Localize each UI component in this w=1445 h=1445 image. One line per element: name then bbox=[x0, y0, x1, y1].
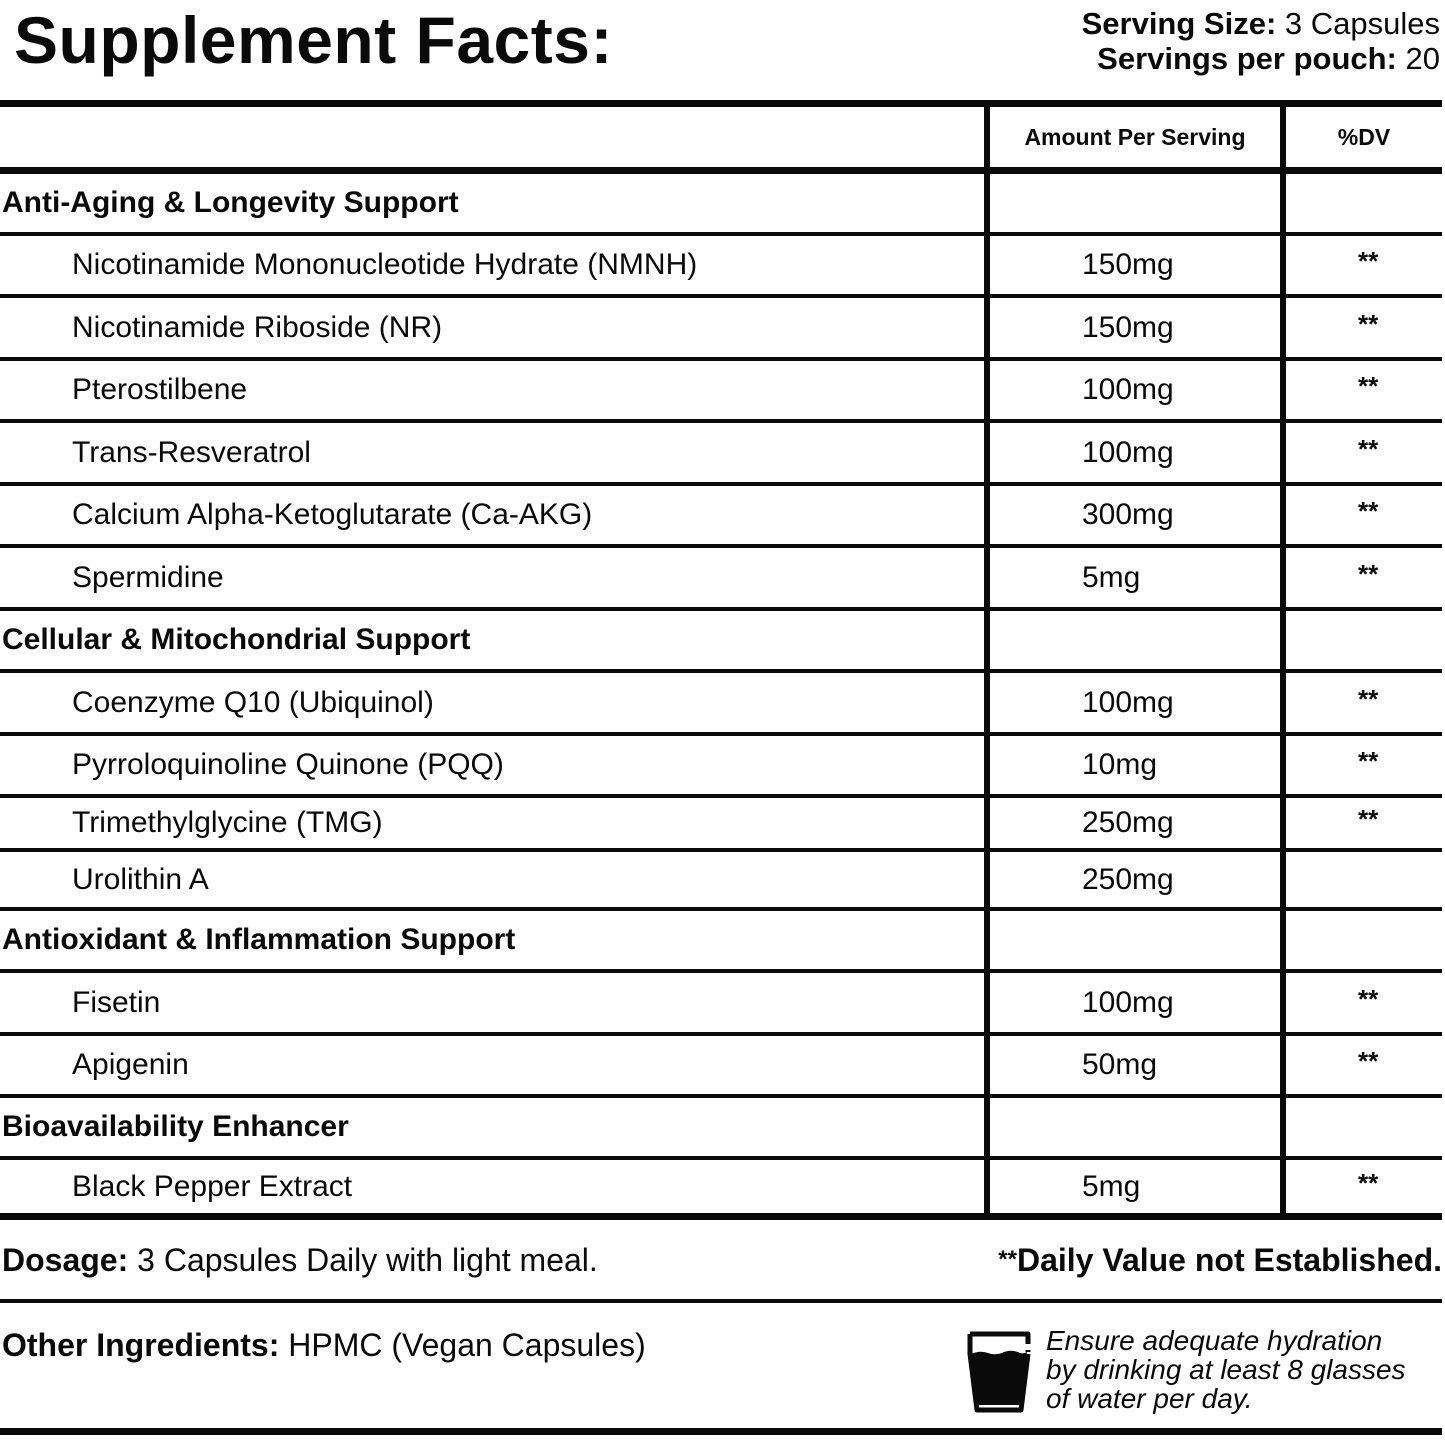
table-row bbox=[0, 298, 1442, 357]
serving-size-label: Serving Size: bbox=[1081, 6, 1277, 41]
ingredient-amount: 250mg bbox=[1082, 863, 1174, 896]
page-title: Supplement Facts: bbox=[14, 3, 613, 77]
category-row bbox=[0, 911, 1442, 969]
dosage-label: Dosage: bbox=[2, 1242, 129, 1278]
table-row bbox=[0, 423, 1442, 482]
ingredient-dv: ** bbox=[1358, 984, 1379, 1014]
ingredient-amount: 300mg bbox=[1082, 498, 1174, 531]
serving-size-value: 3 Capsules bbox=[1276, 6, 1440, 41]
table-row bbox=[0, 1160, 1442, 1213]
servings-per-pouch bbox=[1082, 41, 1440, 76]
ingredient-name: Fisetin bbox=[72, 986, 161, 1019]
table-row bbox=[0, 852, 1442, 907]
ingredient-name: Pyrroloquinoline Quinone (PQQ) bbox=[72, 748, 504, 781]
ingredient-amount: 100mg bbox=[1082, 686, 1174, 719]
table-row bbox=[0, 236, 1442, 294]
ingredient-dv: ** bbox=[1358, 246, 1379, 276]
ingredient-amount: 100mg bbox=[1082, 436, 1174, 469]
ingredient-name: Calcium Alpha-Ketoglutarate (Ca-AKG) bbox=[72, 498, 593, 531]
servings-per-value: 20 bbox=[1396, 41, 1440, 76]
table-row bbox=[0, 798, 1442, 848]
category-label: Bioavailability Enhancer bbox=[2, 1110, 349, 1143]
column-header-amount: Amount Per Serving bbox=[1024, 124, 1246, 150]
dv-note bbox=[998, 1240, 1442, 1280]
servings-per-label: Servings per pouch: bbox=[1097, 41, 1397, 76]
ingredient-dv: ** bbox=[1358, 684, 1379, 714]
category-label: Anti-Aging & Longevity Support bbox=[2, 186, 459, 219]
dosage-divider-rule bbox=[0, 1299, 1442, 1303]
ingredient-dv: ** bbox=[1358, 434, 1379, 464]
ingredient-name: Pterostilbene bbox=[72, 373, 248, 406]
serving-size bbox=[1082, 6, 1440, 41]
ingredient-amount: 250mg bbox=[1082, 806, 1174, 839]
serving-info bbox=[1082, 6, 1440, 76]
table-row bbox=[0, 361, 1442, 419]
ingredient-name: Nicotinamide Mononucleotide Hydrate (NMNH) bbox=[72, 248, 698, 281]
ingredient-name: Apigenin bbox=[72, 1048, 189, 1081]
ingredient-dv: ** bbox=[1358, 746, 1379, 776]
other-ingredients bbox=[2, 1325, 646, 1365]
table-row bbox=[0, 736, 1442, 794]
ingredient-name: Coenzyme Q10 (Ubiquinol) bbox=[72, 686, 434, 719]
dv-note-text: Daily Value not Established. bbox=[1016, 1242, 1442, 1278]
ingredient-name: Trans-Resveratrol bbox=[72, 436, 311, 469]
dosage-value: 3 Capsules Daily with light meal. bbox=[128, 1242, 598, 1278]
ingredient-amount: 100mg bbox=[1082, 373, 1174, 406]
hydration-note bbox=[1046, 1326, 1406, 1413]
ingredient-amount: 100mg bbox=[1082, 986, 1174, 1019]
table-row bbox=[0, 673, 1442, 732]
other-ingredients-value: HPMC (Vegan Capsules) bbox=[279, 1327, 646, 1363]
ingredient-dv: ** bbox=[1358, 371, 1379, 401]
column-header-dv: %DV bbox=[1337, 124, 1391, 150]
ingredient-amount: 10mg bbox=[1082, 748, 1158, 781]
table-top-rule bbox=[0, 100, 1442, 107]
header-bottom-rule bbox=[0, 167, 1442, 174]
dosage-text bbox=[2, 1240, 598, 1280]
hydration-line: by drinking at least 8 glasses bbox=[1046, 1354, 1406, 1385]
category-label: Cellular & Mitochondrial Support bbox=[2, 623, 471, 656]
ingredient-dv: ** bbox=[1358, 1168, 1379, 1198]
ingredient-dv: ** bbox=[1358, 309, 1379, 339]
ingredient-name: Trimethylglycine (TMG) bbox=[72, 806, 383, 839]
table-row bbox=[0, 1036, 1442, 1094]
ingredient-dv: ** bbox=[1358, 559, 1379, 589]
ingredient-amount: 5mg bbox=[1082, 561, 1141, 594]
ingredient-dv: ** bbox=[1358, 496, 1379, 526]
table-row bbox=[0, 486, 1442, 544]
table-bottom-rule bbox=[0, 1213, 1442, 1220]
ingredient-name: Nicotinamide Riboside (NR) bbox=[72, 311, 443, 344]
ingredient-amount: 150mg bbox=[1082, 248, 1174, 281]
category-row bbox=[0, 1098, 1442, 1156]
ingredient-dv: ** bbox=[1358, 1046, 1379, 1076]
hydration-line: of water per day. bbox=[1046, 1383, 1253, 1414]
other-ingredients-label: Other Ingredients: bbox=[2, 1327, 280, 1363]
ingredient-name: Black Pepper Extract bbox=[72, 1170, 353, 1203]
category-row bbox=[0, 174, 1442, 232]
hydration-line: Ensure adequate hydration bbox=[1046, 1325, 1383, 1356]
ingredient-amount: 5mg bbox=[1082, 1170, 1141, 1203]
water-glass-icon bbox=[966, 1330, 1032, 1416]
table-row bbox=[0, 973, 1442, 1032]
ingredient-amount: 150mg bbox=[1082, 311, 1174, 344]
ingredient-name: Urolithin A bbox=[72, 863, 209, 896]
ingredient-dv: ** bbox=[1358, 804, 1379, 834]
dv-note-stars: ** bbox=[998, 1246, 1017, 1273]
table-row bbox=[0, 548, 1442, 607]
ingredient-name: Spermidine bbox=[72, 561, 224, 594]
footer-bottom-rule bbox=[0, 1428, 1442, 1435]
category-row bbox=[0, 611, 1442, 669]
category-label: Antioxidant & Inflammation Support bbox=[2, 923, 516, 956]
ingredient-amount: 50mg bbox=[1082, 1048, 1158, 1081]
